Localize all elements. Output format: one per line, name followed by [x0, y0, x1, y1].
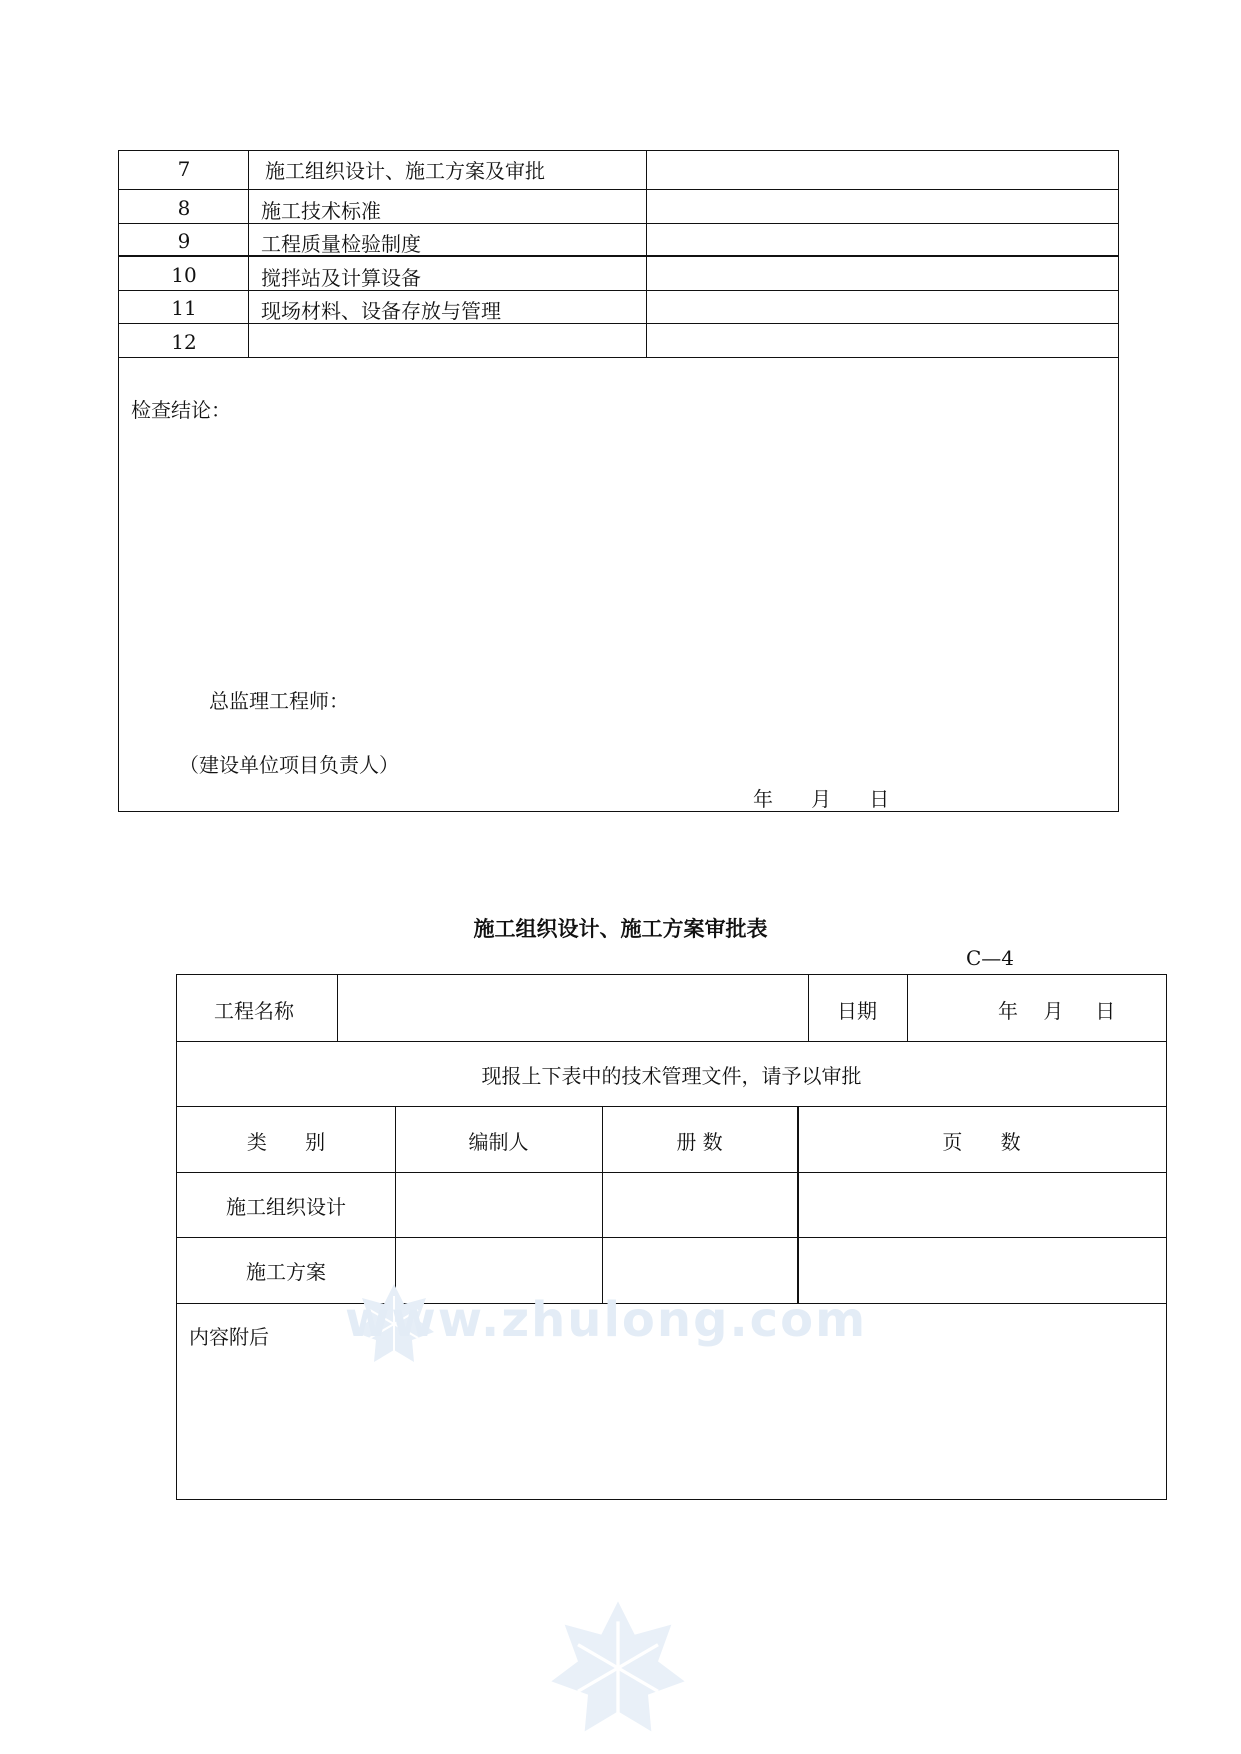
snowflake-logo-icon [548, 1598, 688, 1738]
table-row [119, 291, 1118, 324]
table-row [119, 224, 1118, 257]
inspection-checklist-table [118, 150, 1119, 812]
table-row [119, 324, 1118, 358]
row-number: 11 [171, 296, 197, 320]
column-divider [248, 151, 249, 358]
row-divider [177, 1237, 1166, 1238]
row-number: 8 [177, 196, 191, 220]
header-compiler: 编制人 [468, 1130, 529, 1154]
form-title: 施工组织设计、施工方案审批表 [473, 917, 768, 941]
row-item: 搅拌站及计算设备 [261, 266, 421, 290]
watermark-text: www.zhulong.com [345, 1292, 868, 1348]
column-divider [808, 975, 809, 1041]
column-divider [646, 151, 647, 358]
row-divider [177, 1106, 1166, 1107]
chief-supervisor-label: 总监理工程师： [209, 689, 349, 713]
approval-form-table [176, 974, 1167, 1500]
row-divider [177, 1172, 1166, 1173]
row-number: 9 [177, 229, 191, 253]
form-code: C—4 [966, 946, 1015, 970]
table-row [119, 257, 1118, 291]
row-category: 施工方案 [246, 1260, 326, 1284]
header-pages: 页 数 [942, 1130, 1021, 1154]
row-item: 施工组织设计、施工方案及审批 [265, 159, 545, 183]
row-number: 10 [171, 263, 197, 287]
owner-representative-label: （建设单位项目负责人） [179, 753, 399, 777]
instruction-text: 现报上下表中的技术管理文件，请予以审批 [481, 1064, 862, 1088]
row-divider [177, 1041, 1166, 1042]
conclusion-label: 检查结论： [131, 398, 231, 422]
signature-date: 年 月 日 [753, 787, 890, 811]
date-value[interactable]: 年 月 日 [998, 999, 1116, 1023]
project-name-label: 工程名称 [214, 999, 294, 1023]
attachment-label: 内容附后 [189, 1325, 269, 1349]
date-label: 日期 [837, 999, 877, 1023]
column-divider [337, 975, 338, 1041]
row-number: 7 [177, 157, 191, 181]
column-divider [907, 975, 908, 1041]
header-category: 类 别 [246, 1130, 326, 1154]
row-item: 工程质量检验制度 [261, 232, 421, 256]
row-item: 施工技术标准 [261, 199, 381, 223]
header-volumes: 册 数 [676, 1130, 723, 1154]
table-row [119, 190, 1118, 224]
row-number: 12 [171, 330, 197, 354]
row-item: 现场材料、设备存放与管理 [261, 299, 501, 323]
row-category: 施工组织设计 [226, 1195, 346, 1219]
table-row [119, 151, 1118, 190]
